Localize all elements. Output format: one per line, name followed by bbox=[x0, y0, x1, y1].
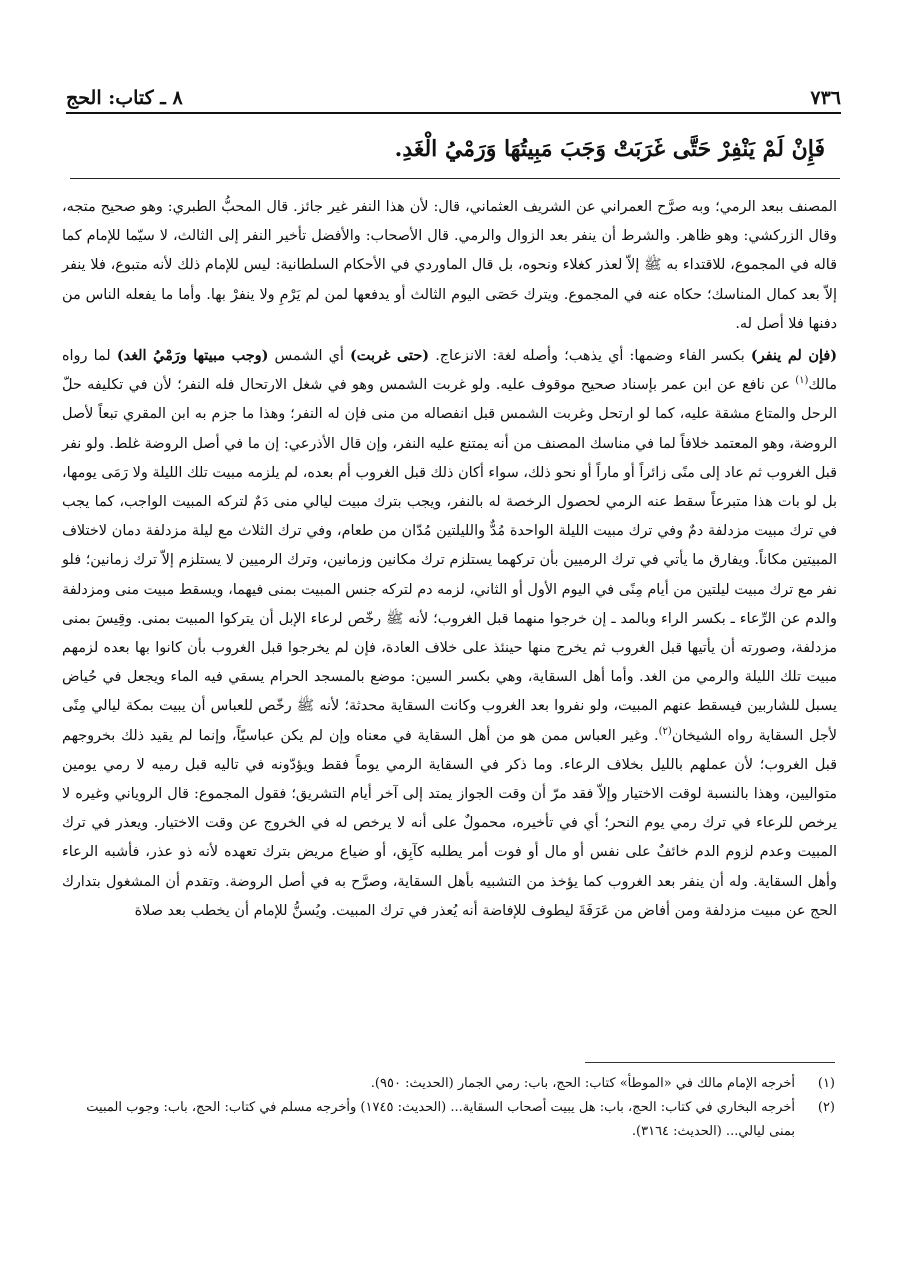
lemma: (حتى غربت) bbox=[350, 347, 430, 365]
commentary-paragraph bbox=[62, 341, 837, 926]
footnotes bbox=[60, 1072, 835, 1144]
page-number: ٧٣٦ bbox=[810, 87, 841, 109]
footnote-reference[interactable]: (١) bbox=[795, 375, 809, 387]
footnote-text: أخرجه البخاري في كتاب: الحج، باب: هل يبيت أصحاب السقاية... (الحديث: ١٧٤٥) وأخرجه مسلم في كتاب: الحج، باب: وجوب المبيت بمنى ليالي... (الحديث: ٣١٦٤). bbox=[86, 1100, 795, 1139]
commentary-paragraph: المصنف ببعد الرمي؛ وبه صرَّح العمراني عن الشريف العثماني، قال: لأن هذا النفر غير جائز. قال المحبُّ الطبري: وهو صحيح متجه، وقال الزركشي: وهو ظاهر. والشرط أن ينفر بعد الزوال والرمي. قال الأصحاب: والأفضل تأخير النفر إلى الثالث، لا سيّما للإمام كما قاله في المجموع، للاقتداء به ﷺ إلاّ لعذر كغلاء ونحوه، بل قال الماوردي في الأحكام السلطانية: ليس للإمام ذلك لأنه متبوع، فلا ينفر إلاّ بعد كمال المناسك؛ حكاه عنه في المجموع. ويترك حَصَى اليوم الثالث أو يدفعها لمن لم يَرْمِ ولا ينفرْ بها. وأما ما يفعله الناس من دفنها فلا أصل له. bbox=[62, 199, 837, 332]
footnote bbox=[60, 1072, 835, 1096]
footnote-reference[interactable]: (٢) bbox=[658, 725, 672, 737]
footnote-divider bbox=[585, 1062, 835, 1063]
chapter-title: ٨ ـ كتاب: الحج bbox=[66, 87, 183, 109]
footnote-text: أخرجه الإمام مالك في «الموطأ» كتاب: الحج، باب: رمي الجمار (الحديث: ٩٥٠). bbox=[370, 1076, 795, 1091]
footnote-number: (٢) bbox=[817, 1100, 835, 1115]
page-header bbox=[66, 84, 841, 114]
matn-text: فَإِنْ لَمْ يَنْفِرْ حَتَّى غَرَبَتْ وَجَبَ مَبِيتُهَا وَرَمْيُ الْغَدِ. bbox=[394, 136, 825, 162]
commentary-text: لما رواه مالك bbox=[62, 348, 837, 394]
lemma: (فإن لم ينفر) bbox=[750, 347, 838, 365]
commentary bbox=[62, 193, 837, 928]
lemma: (وجب مبيتها ورَمْيُ الغد) bbox=[116, 347, 269, 365]
commentary-text: بكسر الفاء وضمها: أي يذهب؛ وأصله لغة: الانزعاج. bbox=[429, 348, 751, 365]
footnote bbox=[60, 1096, 835, 1144]
commentary-text: أي الشمس bbox=[268, 348, 350, 365]
commentary-text: . وغير العباس ممن هو من أهل السقاية في معناه وإن لم يكن عباسيّاً، وإنما لم يقيد ذلك بخروجهم قبل الغروب؛ لأن عملهم بالليل بخلاف الرعاء. وما ذكر في السقاية الرمي يوماً فقط ويؤدّونه في تاليه قبل رميه لا رمي يومين متواليين، وهذا بالنسبة لوقت الاختيار وإلاّ فقد مرّ أن وقت الجواز يمتد إلى آخر أيام التشريق؛ فقول المجموع: قال الروياني وغيره لا يرخص للرعاء في ترك رمي يوم النحر؛ أي في تأخيره، محمولٌ على أنه لا يرخص له في الخروج عن وقت الاختيار. ويعذر في ترك المبيت وعدم لزوم الدم خائفٌ على نفس أو مال أو فوت أمر يطلبه كآبِق، أو ضياع مريض بترك تعهده لأنه ذو عذر، فأشبه الرعاء وأهل السقاية. وله أن ينفر بعد الغروب كما يؤخذ من التشبيه بأهل السقاية، وصرَّح به في أصل الروضة. وتقدم أن المشغول بتدارك الحج عن مبيت مزدلفة ومن أفاض من عَرَفَةَ ليطوف للإفاضة أنه يُعذر في ترك المبيت. ويُسنُّ للإمام أن يخطب بعد صلاة bbox=[62, 727, 837, 919]
section-divider bbox=[70, 178, 840, 179]
commentary-text: عن نافع عن ابن عمر بإسناد صحيح موقوف عليه. ولو غربت الشمس وهو في شغل الارتحال فله النفر؛ لأن في تكليفه حلّ الرحل والمتاع مشقة عليه، كما لو ارتحل وغربت الشمس قبل انفصاله من منى فإن له النفر؛ وهذا ما جزم به ابن المقري تبعاً لأصل الروضة، وهو المعتمد خلافاً لما في مناسك المصنف من أنه يمتنع عليه النفر، وإن قال الأذرعي: إن ما في أصل الروضة غلط. ولو نفر قبل الغروب ثم عاد إلى منًى زائراً أو ماراً أو نحو ذلك، سواء أكان ذلك قبل الغروب أم بعده، لم يلزمه مبيت تلك الليلة ولا رَمَى يومها، بل لو بات هذا متبرعاً سقط عنه الرمي لحصول الرخصة له بالنفر، ويجب بترك مبيت ليالي منى دَمٌ لتركه المبيت الواجب، كما يجب في ترك مبيت مزدلفة دمٌ وفي ترك مبيت الليلة الواحدة مُدٌّ والليلتين مُدّان من طعام، وفي ترك الثلاث مع ليلة مزدلفة دمان لاختلاف المبيتين مكاناً. ويفارق ما يأتي في ترك الرميين بأن تركهما يستلزم ترك مكانين وزمانين، وترك الرميين لا يستلزم إلاّ ترك زمانين؛ فلو نفر مع ترك مبيت ليلتين من أيام مِنًى في اليوم الأول أو الثاني، لزمه دم لتركه جنس المبيت بمنى فيهما، ويسقط مبيت منى ومزدلفة والدم عن الرِّعاء ـ بكسر الراء وبالمد ـ إن خرجوا منهما قبل الغروب؛ لأنه ﷺ رخّص لرعاء الإبل أن يتركوا المبيت بمنى. وقِيسَ بمنى مزدلفة، وصورته أن يأتيها قبل الغروب ثم يخرج منها حينئذ على خلاف العادة، فإن لم يخرجوا قبل الغروب بأن كانوا بها بعده لزمهم مبيت تلك الليلة والرمي من الغد. وأما أهل السقاية، وهي بكسر السين: موضع بالمسجد الحرام يسقي فيه الماء ويجعل في حُياض يسبل للشاربين فيسقط عنهم المبيت، ولو نفروا بعد الغروب وكانت السقاية محدثة؛ لأنه ﷺ رخّص للعباس أن يبيت بمكة ليالي مِنًى لأجل السقاية رواه الشيخان bbox=[62, 377, 837, 744]
footnote-number: (١) bbox=[817, 1076, 835, 1091]
